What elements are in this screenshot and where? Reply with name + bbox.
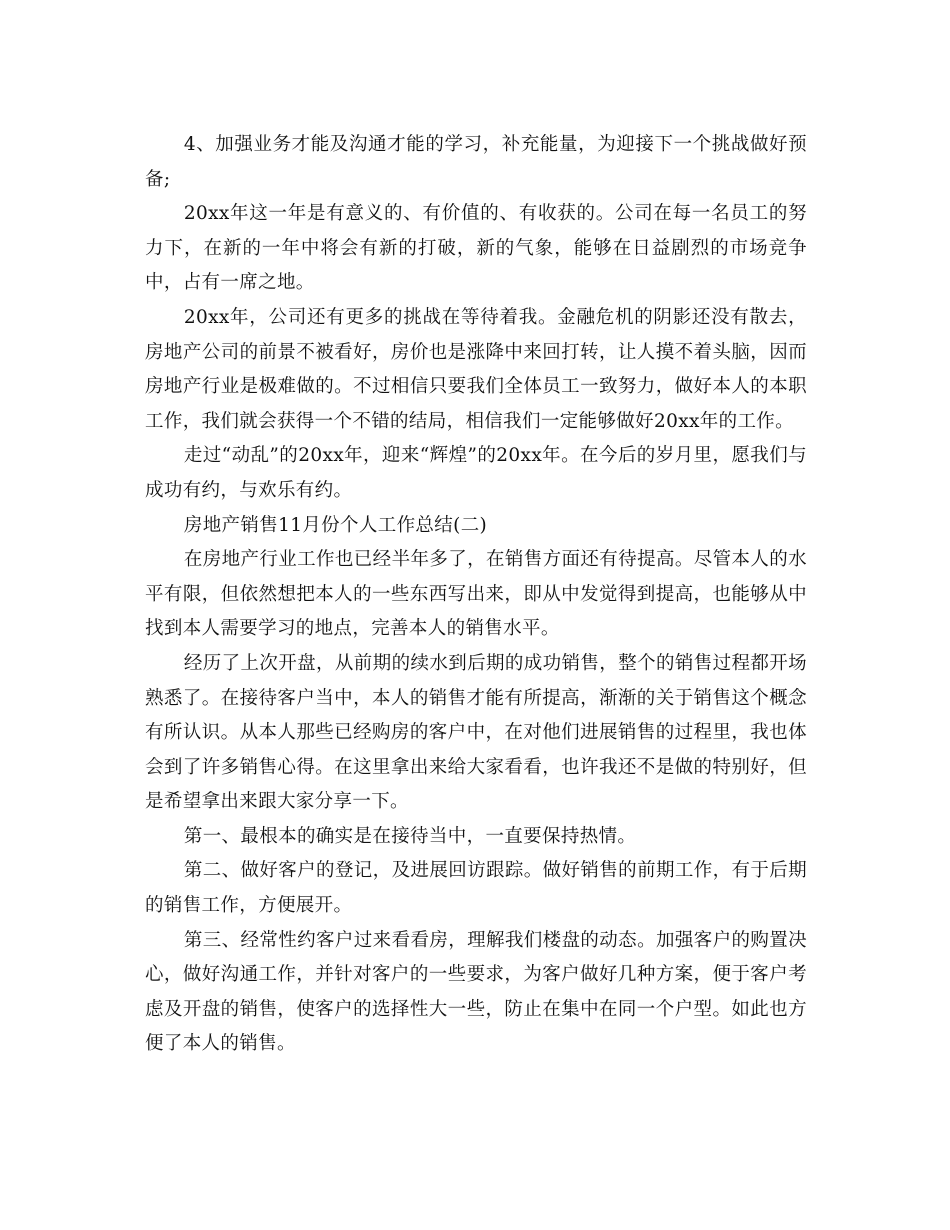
- paragraph-experience: 经历了上次开盘，从前期的续水到后期的成功销售，整个的销售过程都开场熟悉了。在接待客户当中，本人的销售才能有所提高，渐渐的关于销售这个概念有所认识。从本人那些已经购房的客户中，在对他们进展销售的过程里，我也体会到了许多销售心得。在这里拿出来给大家看看，也许我还不是做的特别好，但是希望拿出来跟大家分享一下。: [145, 652, 807, 813]
- paragraph-year-summary: 20xx年这一年是有意义的、有价值的、有收获的。公司在每一名员工的努力下，在新的一年中将会有新的打破，新的气象，能够在日益剧烈的市场竞争中，占有一席之地。: [145, 203, 807, 294]
- paragraph-item-4: 4、加强业务才能及沟通才能的学习，补充能量，为迎接下一个挑战做好预备;: [145, 134, 807, 190]
- document-body: [145, 128, 807, 1062]
- paragraph-challenges: 20xx年，公司还有更多的挑战在等待着我。金融危机的阴影还没有散去，房地产公司的前景不被看好，房价也是涨降中来回打转，让人摸不着头脑，因而房地产行业是极难做的。不过相信只要我们全体员工一致努力，做好本人的本职工作，我们就会获得一个不错的结局，相信我们一定能够做好20xx年的工作。: [145, 306, 807, 432]
- paragraph-closing-wish: 走过“动乱”的20xx年，迎来“辉煌”的20xx年。在今后的岁月里，愿我们与成功有约，与欢乐有约。: [145, 445, 807, 501]
- paragraph-point-1: 第一、最根本的确实是在接待当中，一直要保持热情。: [183, 825, 637, 847]
- section-heading: 房地产销售11月份个人工作总结(二): [183, 514, 488, 536]
- paragraph-point-2: 第二、做好客户的登记，及进展回访跟踪。做好销售的前期工作，有于后期的销售工作，方便展开。: [145, 860, 807, 917]
- paragraph-intro: 在房地产行业工作也已经半年多了，在销售方面还有待提高。尽管本人的水平有限，但依然想把本人的一些东西写出来，即从中发觉得到提高，也能够从中找到本人需要学习的地点，完善本人的销售水平。: [145, 549, 807, 640]
- paragraph-point-3: 第三、经常性约客户过来看看房，理解我们楼盘的动态。加强客户的购置决心，做好沟通工作，并针对客户的一些要求，为客户做好几种方案，便于客户考虑及开盘的销售，使客户的选择性大一些，防止在集中在同一个户型。如此也方便了本人的销售。: [145, 929, 807, 1055]
